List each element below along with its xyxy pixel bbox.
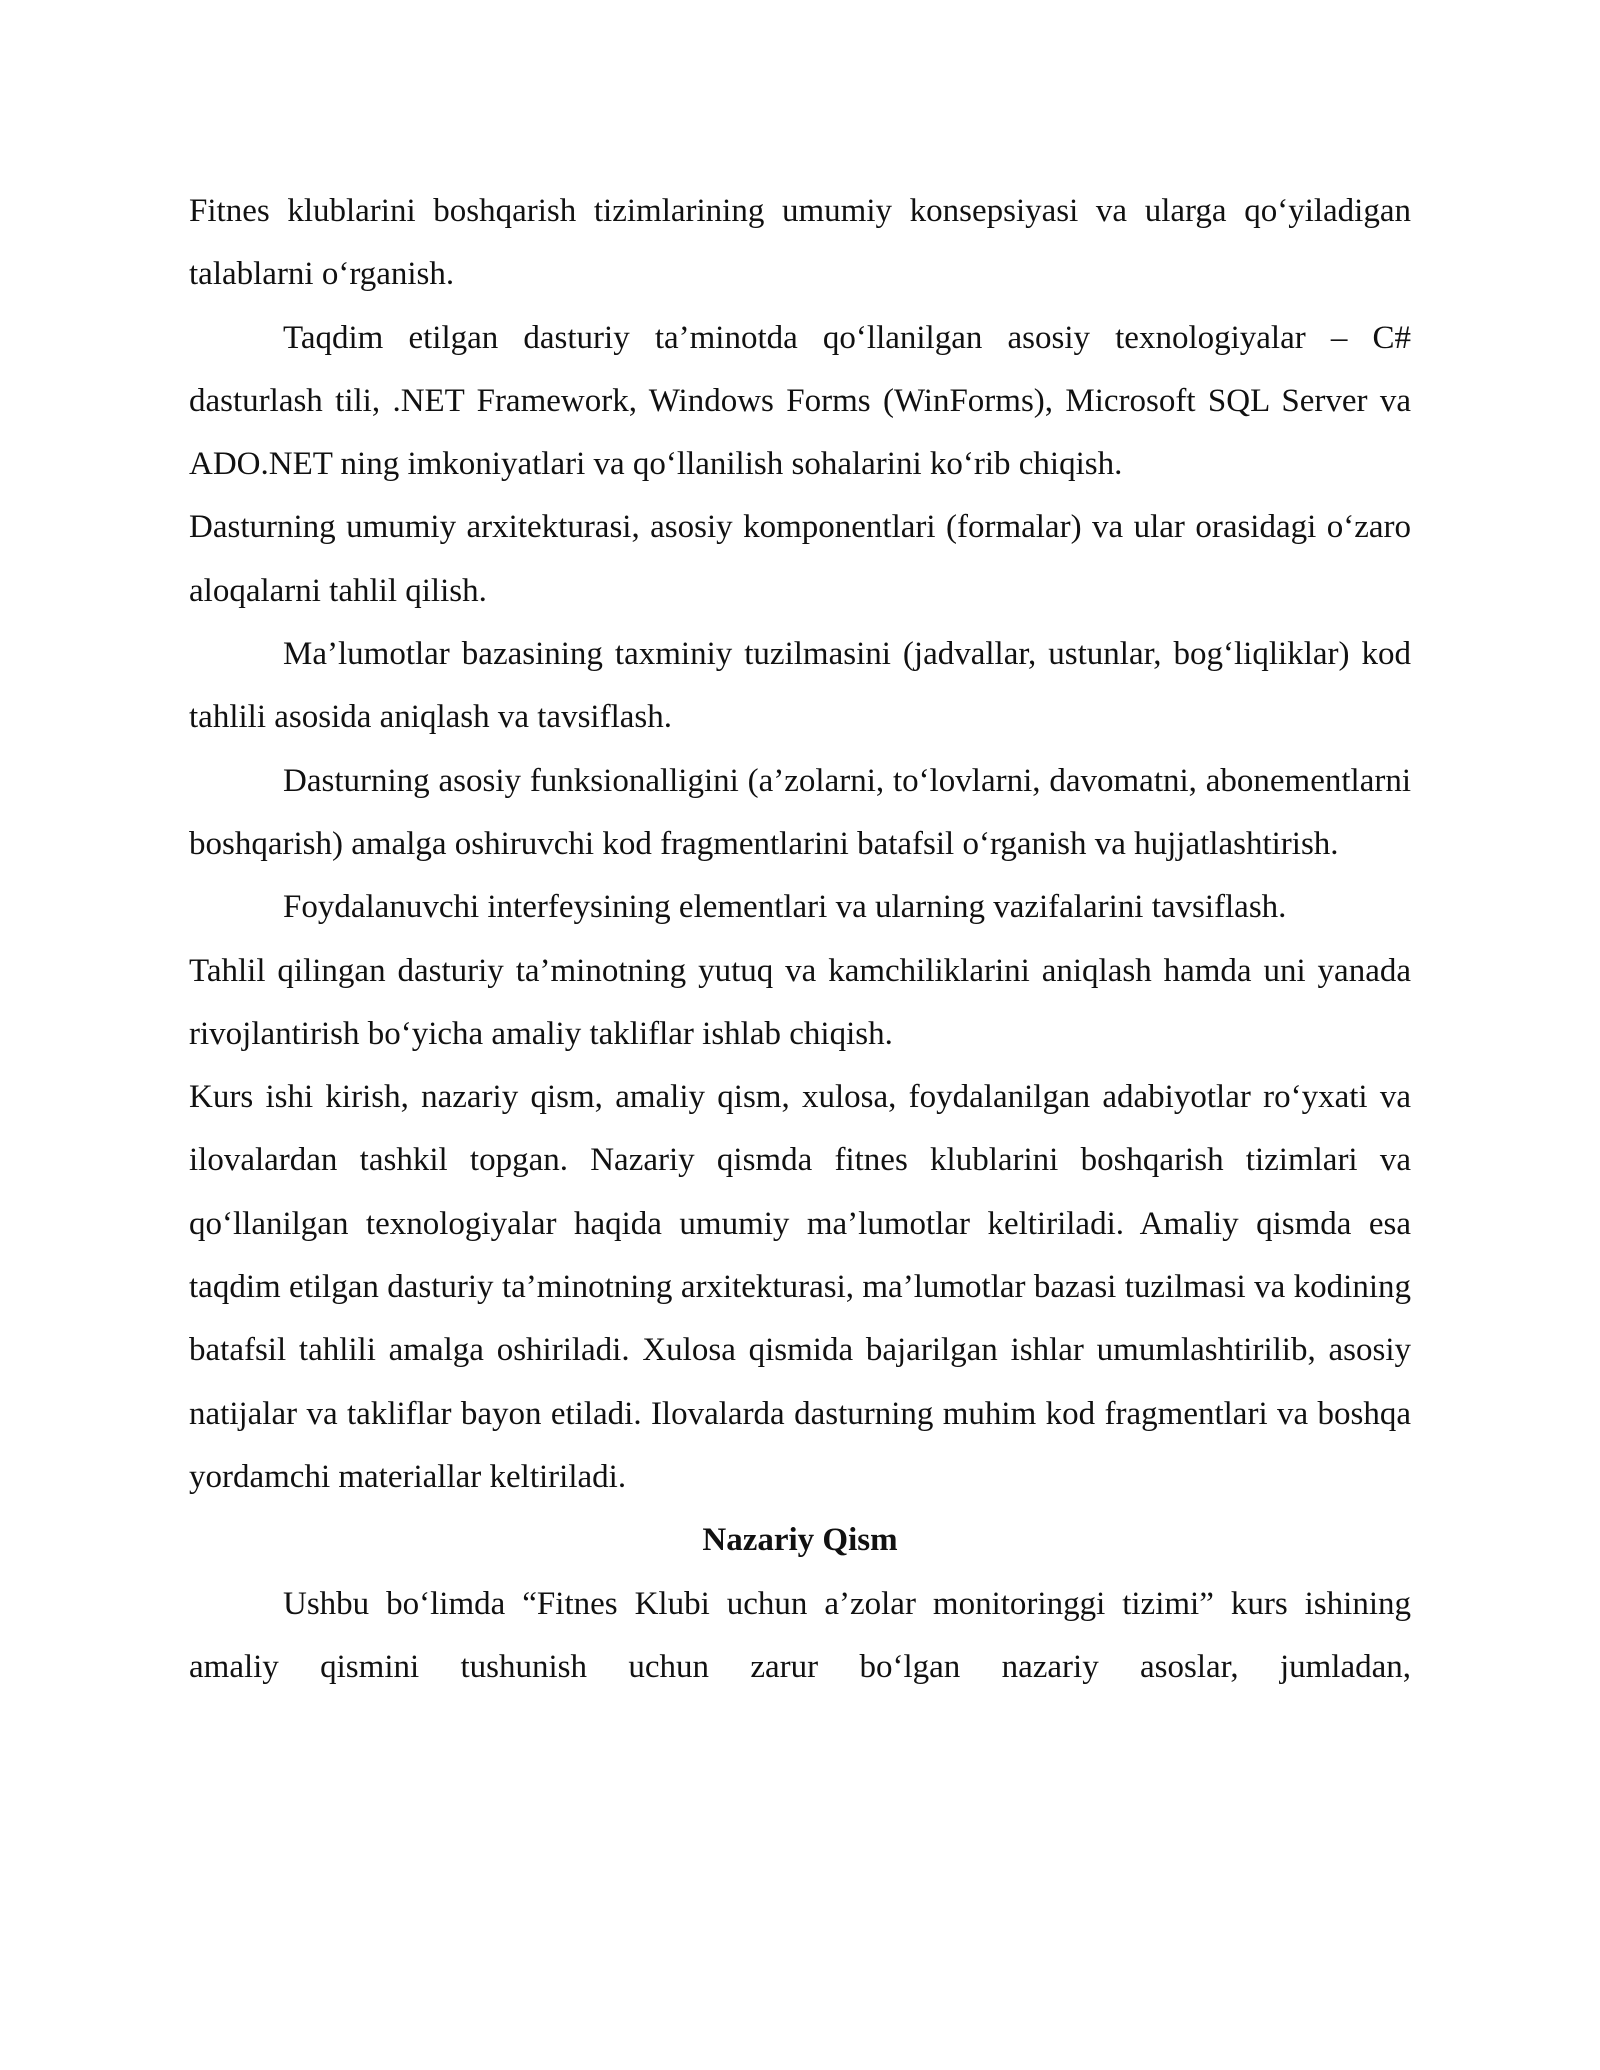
paragraph-task-3: Dasturning umumiy arxitekturasi, asosiy komponentlari (formalar) va ular orasidagi o‘zaro aloqalarni tahlil qilish. — [189, 509, 1411, 609]
paragraph-task-7: Tahlil qilingan dasturiy ta’minotning yutuq va kamchiliklarini aniqlash hamda uni yanada rivojlantirish bo‘yicha amaliy takliflar ishlab chiqish. — [189, 952, 1411, 1052]
document-body — [189, 180, 1411, 1699]
paragraph-structure: Kurs ishi kirish, nazariy qism, amaliy qism, xulosa, foydalanilgan adabiyotlar ro‘yxati va ilovalardan tashkil topgan. Nazariy qismda fitnes klublarini boshqarish tizimlari va qo‘llanilgan texnologiyalar haqida umumiy ma’lumotlar keltiriladi. Amaliy qismda esa taqdim etilgan dasturiy ta’minotning arxitekturasi, ma’lumotlar bazasi tuzilmasi va kodining batafsil tahlili amalga oshiriladi. Xulosa qismida bajarilgan ishlar umumlashtirilib, asosiy natijalar va takliflar bayon etiladi. Ilovalarda dasturning muhim kod fragmentlari va boshqa yordamchi materiallar keltiriladi. — [189, 1079, 1411, 1495]
paragraph-task-5: Dasturning asosiy funksionalligini (a’zolarni, to‘lovlarni, davomatni, abonementlarni boshqarish) amalga oshiruvchi kod fragmentlarini batafsil o‘rganish va hujjatlashtirish. — [189, 762, 1411, 862]
paragraph-section-intro: Ushbu bo‘limda “Fitnes Klubi uchun a’zolar monitoringgi tizimi” kurs ishining amaliy qismini tushunish uchun zarur bo‘lgan nazariy asoslar, jumladan, — [189, 1585, 1411, 1685]
paragraph-task-2: Taqdim etilgan dasturiy ta’minotda qo‘llanilgan asosiy texnologiyalar – C# dasturlash tili, .NET Framework, Windows Forms (WinForms), Microsoft SQL Server va ADO.NET ning imkoniyatlari va qo‘llanilish sohalarini ko‘rib chiqish. — [189, 319, 1411, 483]
section-heading: Nazariy Qism — [702, 1522, 898, 1559]
paragraph-task-1: Fitnes klublarini boshqarish tizimlarining umumiy konsepsiyasi va ularga qo‘yiladigan talablarni o‘rganish. — [189, 193, 1411, 293]
paragraph-task-4: Ma’lumotlar bazasining taxminiy tuzilmasini (jadvallar, ustunlar, bog‘liqliklar) kod tahlili asosida aniqlash va tavsiflash. — [189, 636, 1411, 736]
paragraph-task-6: Foydalanuvchi interfeysining elementlari va ularning vazifalarini tavsiflash. — [283, 889, 1287, 926]
